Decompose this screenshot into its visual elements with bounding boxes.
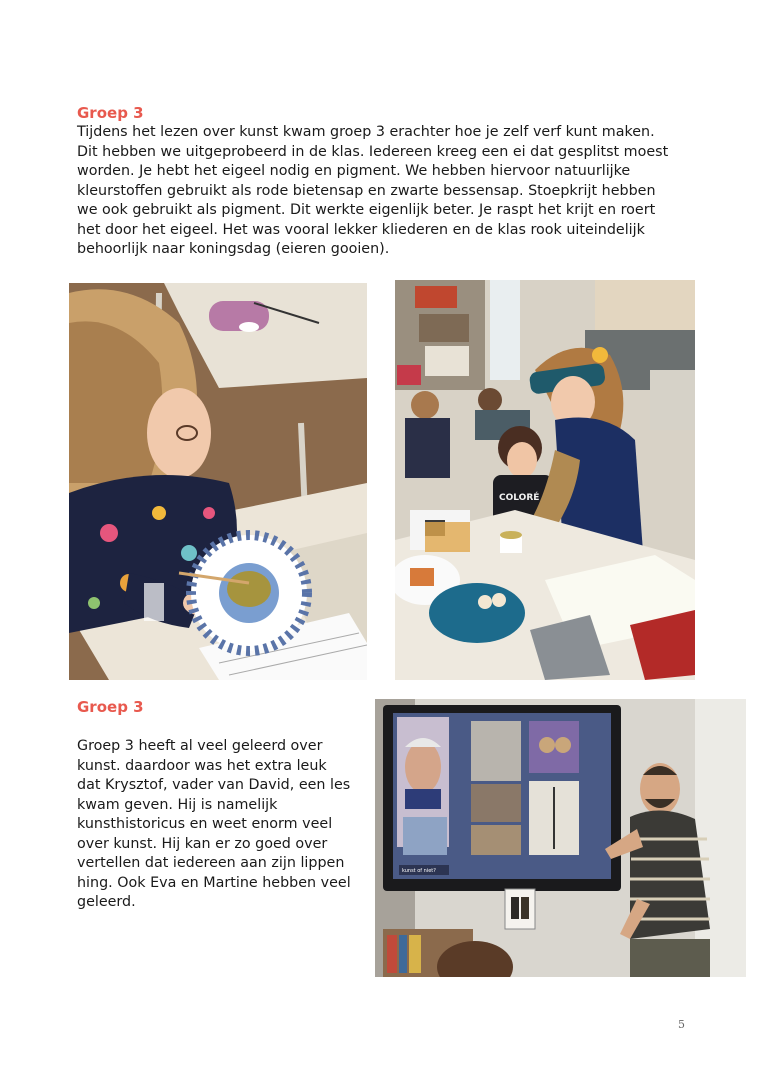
text-line: hing. Ook Eva en Martine hebben veel: [77, 874, 351, 891]
text-line: kleurstoffen gebruikt als rode bietensap en zwarte bessensap. Stoepkrijt hebben: [77, 182, 656, 199]
text-line: worden. Je hebt het eigeel nodig en pigment. We hebben hiervoor natuurlijke: [77, 163, 631, 179]
page-number: 5: [678, 1018, 685, 1031]
photo-children-at-table: [395, 280, 695, 680]
section-2-heading: Groep 3: [77, 698, 144, 716]
shirt-text: COLORÉ: [499, 493, 540, 503]
section-1-heading: Groep 3: [77, 104, 144, 122]
text-line: kunsthistoricus en weet enorm veel: [77, 816, 333, 832]
section-2-paragraph: [77, 737, 351, 913]
section-1-paragraph: [77, 123, 668, 260]
photo-girl-mixing-paint: [69, 283, 367, 680]
text-line: behoorlijk naar koningsdag (eieren gooien).: [77, 241, 390, 257]
text-line: over kunst. Hij kan er zo goed over: [77, 835, 328, 852]
text-line: geleerd.: [77, 894, 136, 910]
photo-art-historian-lesson: [375, 699, 746, 977]
text-line: het door het eigeel. Het was vooral lekker kliederen en de klas rook uiteindelijk: [77, 221, 645, 238]
text-line: Dit hebben we uitgeprobeerd in de klas. Iedereen kreeg een ei dat gesplitst moest: [77, 143, 669, 160]
screen-caption: kunst of niet?: [402, 868, 436, 874]
text-line: vertellen dat iedereen aan zijn lippen: [77, 855, 345, 871]
text-line: kunst. daardoor was het extra leuk: [77, 757, 327, 774]
text-line: dat Krysztof, vader van David, een les: [77, 777, 351, 793]
text-line: we ook gebruikt als pigment. Dit werkte eigenlijk beter. Je raspt het krijt en roert: [77, 202, 656, 218]
text-line: kwam geven. Hij is namelijk: [77, 796, 278, 813]
text-line: Tijdens het lezen over kunst kwam groep 3 erachter hoe je zelf verf kunt maken.: [77, 124, 655, 140]
text-line: Groep 3 heeft al veel geleerd over: [77, 738, 323, 754]
